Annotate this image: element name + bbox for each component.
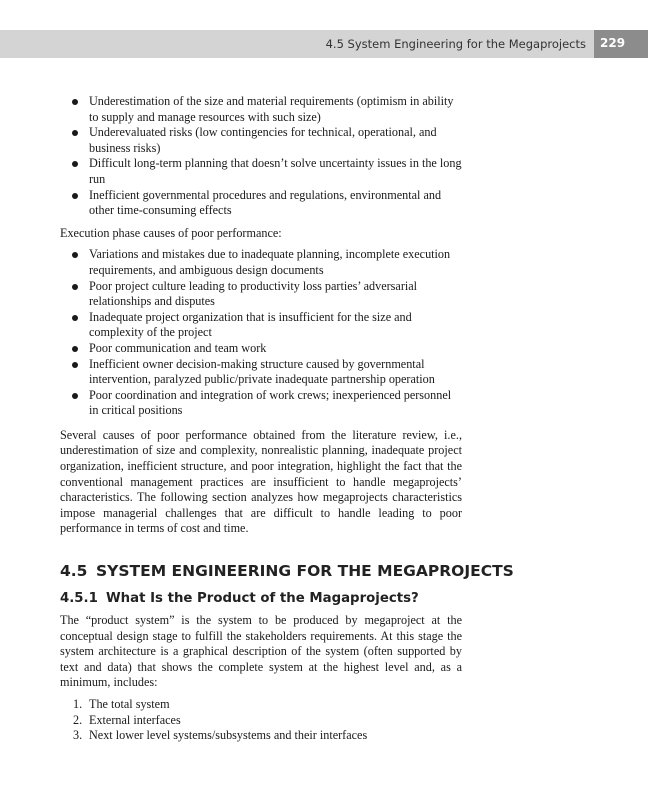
subsection-title: What Is the Product of the Magaprojects? [106,591,419,607]
bullet-icon [72,346,78,352]
bullet-icon [72,362,78,368]
bullet-icon [72,130,78,136]
section-heading [60,561,514,581]
bullet-icon [72,393,78,399]
list-item: Variations and mistakes due to inadequate planning, incomplete execution requirements, and ambiguous design documents [60,247,462,278]
bullet-icon [72,315,78,321]
summary-paragraph: Several causes of poor performance obtained from the literature review, i.e., underestimation of size and complexity, nonrealistic planning, inadequate project organization, inefficient structure, and poor integration, highlight the fact that the conventional management practices are insufficient to handle megaprojects’ characteristics. The following section analyzes how megaprojects characteristics impose managerial challenges that are difficult to handle leading to poor performance in terms of cost and time. [60,427,462,536]
bullet-icon [72,99,78,105]
list-item: 2. External interfaces [73,712,181,727]
list-item: Underevaluated risks (low contingencies for technical, operational, and business risks) [60,125,462,156]
execution-causes-list [60,247,462,419]
planning-causes-list [60,94,462,219]
bullet-icon [72,193,78,199]
running-header-title: 4.5 System Engineering for the Megaprojects [325,37,586,51]
bullet-icon [72,284,78,290]
subsection-number: 4.5.1 [60,591,98,607]
bullet-icon [72,252,78,258]
list-item: Poor coordination and integration of work crews; inexperienced personnel in critical positions [60,388,462,419]
list-item: Poor communication and team work [60,341,462,357]
list-item: 1. The total system [73,697,170,711]
list-item: 3. Next lower level systems/subsystems and their interfaces [73,728,368,743]
list-item: Inefficient governmental procedures and regulations, environmental and other time-consuming effects [60,188,462,219]
section-number: 4.5 [60,562,88,581]
list-item: Poor project culture leading to productivity loss parties’ adversarial relationships and disputes [60,279,462,310]
list-item: Underestimation of the size and material requirements (optimism in ability to supply and manage resources with such size) [60,94,462,125]
bullet-icon [72,161,78,167]
page-number: 229 [600,36,626,50]
list-item: Inadequate project organization that is insufficient for the size and complexity of the project [60,310,462,341]
architecture-numbered-list [60,697,462,744]
subsection-heading [60,590,462,608]
section-title: SYSTEM ENGINEERING FOR THE MEGAPROJECTS [96,562,514,581]
execution-lead-text: Execution phase causes of poor performance: [60,225,282,240]
list-item: Difficult long-term planning that doesn’t solve uncertainty issues in the long run [60,156,462,187]
list-item: Inefficient owner decision-making structure caused by governmental intervention, paralyzed public/private inadequate partnership operation [60,357,462,388]
product-paragraph: The “product system” is the system to be produced by megaproject at the conceptual design stage to fulfill the stakeholders requirements. At this stage the system architecture is a graphical description of the system (often supported by text and data) that shows the complete system at the highest level and, as a minimum, includes: [60,613,462,690]
page-body [60,94,514,744]
